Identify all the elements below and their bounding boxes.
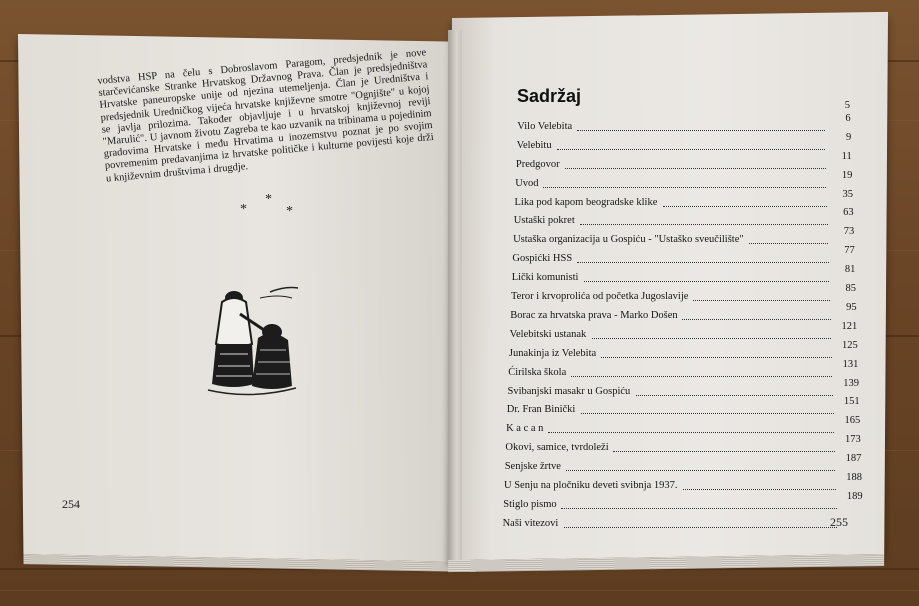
toc-entry [0, 226, 919, 246]
toc-entry [0, 472, 919, 492]
toc-entry-title: Naši vitezovi [502, 517, 559, 529]
toc-entry-page: 73 [843, 226, 855, 238]
toc-entry-title: Okovi, samice, tvrdoleži [505, 442, 609, 454]
toc-entry [0, 264, 919, 284]
toc-leader-dots [693, 300, 830, 301]
toc-entry-title: Ustaška organizacija u Gospiću - "Ustaško sveučilište" [513, 234, 744, 246]
left-page-number: 254 [62, 497, 80, 511]
toc-entry [0, 490, 919, 511]
toc-entry [0, 516, 919, 530]
toc-entry-page: 77 [844, 245, 855, 257]
toc-entry [0, 150, 919, 171]
toc-entry-title: K a c a n [506, 423, 544, 435]
toc-leader-dots [601, 357, 832, 358]
toc-entry-page: 5 [844, 100, 850, 111]
toc-entry-page: 151 [843, 396, 860, 408]
toc-entry-title: Teror i krvoprolića od početka Jugoslavije [511, 291, 689, 302]
toc-entry-title: U Senju na pločniku deveti svibnja 1937. [504, 480, 678, 491]
toc-leader-dots [577, 262, 829, 263]
toc-entry-title: Senjske žrtve [504, 461, 561, 473]
toc-entry-page: 63 [843, 207, 854, 219]
separator-star: * [240, 202, 247, 217]
toc-entry-page: 11 [841, 150, 852, 162]
toc-leader-dots [584, 281, 829, 282]
toc-entry [0, 283, 919, 303]
toc-entry-page: 19 [841, 169, 853, 181]
toc-entry [0, 100, 919, 114]
toc-entry [0, 358, 919, 379]
toc-entry-title: Borac za hrvatska prava - Marko Došen [510, 309, 678, 321]
toc-entry-page: 35 [842, 188, 853, 200]
toc-leader-dots [636, 395, 833, 396]
toc-entry-title: Predgovor [515, 158, 560, 170]
toc-entry [0, 301, 919, 322]
toc-leader-dots [592, 338, 831, 339]
toc-entry-page: 81 [844, 264, 856, 276]
toc-entry-title: Vilo Velebita [517, 120, 573, 132]
toc-entry-title: Velebitu [516, 139, 552, 151]
toc-leader-dots [581, 413, 834, 414]
toc-entry [0, 169, 919, 190]
toc-entry [0, 188, 919, 209]
toc-entry-title: Svibanjski masakr u Gospiću [507, 385, 631, 397]
toc-entry-page: 173 [845, 434, 861, 446]
toc-entry [0, 377, 919, 398]
toc-entry-title: Dr. Fran Binički [506, 404, 576, 416]
toc-entry-page: 189 [846, 490, 863, 502]
separator-star: * [286, 204, 293, 219]
toc-leader-dots [564, 527, 837, 528]
toc-leader-dots [548, 432, 834, 433]
toc-leader-dots [683, 489, 836, 490]
toc-entry [0, 396, 919, 416]
toc-entry [0, 207, 919, 227]
toc-entry-title: Lika pod kapom beogradske klike [514, 196, 658, 208]
toc-entry-title: Gospićki HSS [512, 253, 573, 265]
toc-entry-title: Velebitski ustanak [509, 328, 587, 340]
toc-leader-dots [580, 224, 828, 225]
toc-entry-page: 9 [845, 131, 852, 143]
toc-entry-page: 139 [843, 377, 859, 389]
toc-entry-page: 187 [845, 453, 862, 465]
toc-leader-dots [557, 149, 825, 150]
toc-leader-dots [565, 168, 826, 169]
toc-leader-dots [682, 319, 831, 320]
toc-entry-title: Lički komunisti [511, 272, 579, 284]
toc-entry-page: 85 [845, 283, 856, 294]
toc-leader-dots [577, 130, 825, 131]
separator-star: * [265, 192, 272, 207]
toc-entry-title: Stiglo pismo [503, 498, 557, 510]
toc-entry-page: 165 [844, 415, 861, 427]
toc-entry [0, 320, 919, 341]
toc-entry-title: Ustaški pokret [513, 215, 575, 227]
toc-entry-page: 125 [842, 339, 858, 351]
toc-entry-title: Junakinja iz Velebita [508, 347, 597, 359]
toc-entry [0, 112, 919, 133]
toc-leader-dots [613, 451, 835, 452]
toc-entry [0, 453, 919, 473]
toc-entry-title: Ćirilska škola [508, 366, 567, 378]
toc-entry [0, 339, 919, 360]
toc-leader-dots [571, 376, 832, 377]
toc-leader-dots [543, 187, 826, 188]
toc-entry-page: 95 [846, 301, 857, 313]
toc-entry-page: 121 [841, 320, 858, 332]
toc-entry [0, 245, 919, 265]
toc-entry-page: 131 [842, 358, 859, 370]
toc-entry-title: Uvod [515, 177, 539, 189]
toc-leader-dots [749, 243, 828, 244]
toc-leader-dots [566, 470, 835, 471]
author-bio-paragraph: vodstva HSP na čelu s Dobroslavom Paragom, predsjednik je nove starčevićanske Stranke Hrvatskog Državnog Prava. Član je predsjedništva Hrvatske paneuropske unije od njezina utemeljenja. Član je Uredništva i predsjednik Uredničkog vijeća hrvatske književne smotre "Ognjište" u kojoj se javlja prilozima. Također objavljuje i u hrvatskoj književnoj reviji "Marulić". U javnom životu Zagreba te kao uzvanik na tribinama u pojedinim gradovima Hrvatske i među Hrvatima u inozemstvu poznat je po svojim povremenim predavanjima iz hrvatske političke i kulturne povijesti koje drži u književnim društvima i drugdje. [97, 47, 435, 185]
toc-entry [0, 131, 919, 152]
toc-entry [0, 415, 919, 435]
toc-entry [0, 434, 919, 454]
contents-title: Sadržaj [517, 86, 582, 106]
toc-leader-dots [663, 206, 827, 207]
toc-entry-page: 188 [846, 472, 862, 483]
right-page-number: 255 [830, 515, 848, 529]
toc-leader-dots [561, 508, 837, 509]
toc-entry-page: 6 [845, 112, 851, 124]
